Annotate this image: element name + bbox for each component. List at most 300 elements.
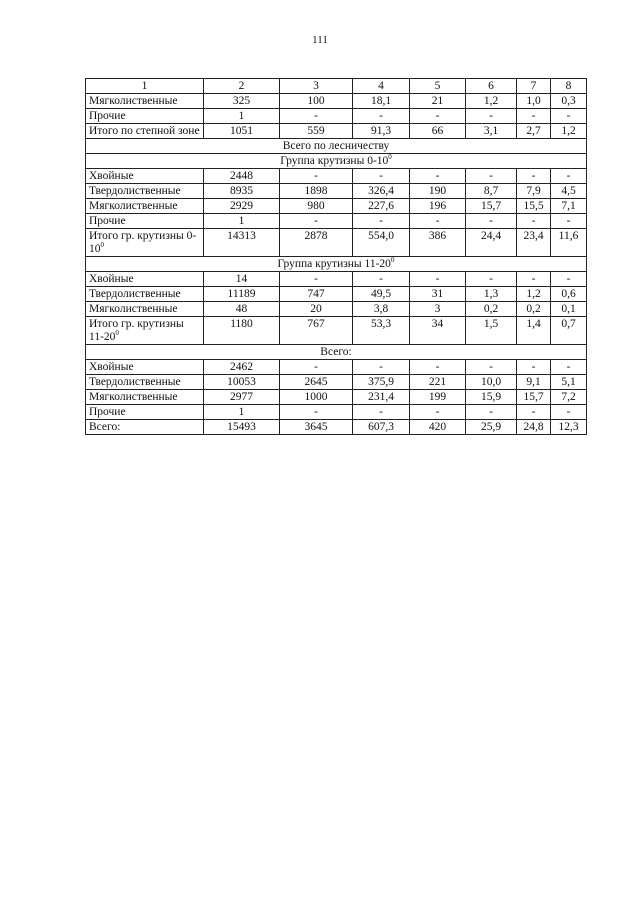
table-cell (517, 420, 551, 435)
degree-superscript: 0 (388, 153, 392, 161)
cell-value: 10,0 (480, 376, 502, 388)
row-label (86, 229, 204, 257)
table-row (86, 317, 587, 345)
section-title (86, 139, 587, 154)
table-cell (280, 94, 353, 109)
cell-value: 66 (431, 125, 444, 137)
row-label-text: Мягколиственные (89, 95, 178, 107)
column-number: 7 (517, 79, 551, 94)
table-cell (551, 390, 587, 405)
table-cell (204, 405, 280, 420)
cell-value: 4,5 (561, 185, 576, 197)
cell-value: 8,7 (483, 185, 499, 197)
cell-value: 1 (238, 406, 245, 418)
cell-value: - (489, 273, 493, 285)
table-cell (466, 302, 517, 317)
table-cell (204, 184, 280, 199)
table-cell (517, 169, 551, 184)
cell-value: 2462 (230, 361, 253, 373)
table-cell (353, 169, 410, 184)
column-number: 4 (353, 79, 410, 94)
table-cell (517, 124, 551, 139)
degree-superscript: 0 (390, 256, 395, 264)
cell-value: 5,1 (561, 376, 576, 388)
row-label (86, 405, 204, 420)
row-label-text: Хвойные (89, 361, 134, 373)
cell-value: 1,2 (526, 288, 541, 300)
cell-value: - (379, 215, 383, 227)
table-cell (517, 184, 551, 199)
table-cell (551, 420, 587, 435)
table-row (86, 302, 587, 317)
row-label-text: Мягколиственные (89, 303, 178, 315)
cell-value: 100 (307, 95, 325, 107)
cell-value: 1898 (304, 185, 328, 197)
cell-value: - (379, 406, 383, 418)
table-cell (353, 229, 410, 257)
table-cell (466, 214, 517, 229)
row-label (86, 302, 204, 317)
table-cell (204, 287, 280, 302)
table-cell (280, 199, 353, 214)
row-label (86, 420, 204, 435)
cell-value: - (379, 361, 383, 373)
table-row (86, 405, 587, 420)
table-cell (204, 420, 280, 435)
cell-value: 23,4 (523, 230, 544, 242)
cell-value: - (489, 406, 493, 418)
cell-value: - (314, 110, 318, 122)
cell-value: 20 (310, 303, 322, 315)
cell-value: - (435, 273, 440, 285)
section-title-text: Всего: (320, 346, 352, 358)
row-label (86, 169, 204, 184)
table-cell (410, 109, 466, 124)
cell-value: 1,0 (526, 95, 541, 107)
cell-value: 11189 (227, 288, 256, 300)
table-cell (551, 124, 587, 139)
table-cell (551, 229, 587, 257)
row-label (86, 199, 204, 214)
cell-value: - (489, 170, 493, 182)
cell-value: 2878 (304, 230, 328, 242)
cell-value: 326,4 (368, 185, 394, 197)
cell-value: - (435, 361, 440, 373)
cell-value: 2977 (230, 391, 253, 403)
cell-value: 18,1 (370, 95, 392, 107)
cell-value: 1,3 (483, 288, 499, 300)
section-row (86, 154, 587, 169)
table-cell (353, 317, 410, 345)
row-label-text: Хвойные (89, 170, 134, 182)
cell-value: 0,6 (561, 288, 576, 300)
table-cell (280, 405, 353, 420)
cell-value: 1,2 (483, 95, 499, 107)
table-cell (551, 109, 587, 124)
cell-value: 15,7 (523, 391, 544, 403)
table-cell (410, 199, 466, 214)
cell-value: 3 (434, 303, 441, 315)
table-cell (466, 94, 517, 109)
table-cell (517, 272, 551, 287)
row-label-text: Прочие (89, 215, 126, 227)
table-cell (551, 302, 587, 317)
cell-value: 49,5 (370, 288, 392, 300)
cell-value: 34 (431, 318, 444, 330)
table-cell (204, 272, 280, 287)
table-cell (204, 302, 280, 317)
section-row (86, 139, 587, 154)
table-cell (353, 124, 410, 139)
table-cell (410, 229, 466, 257)
cell-value: 14313 (227, 230, 256, 242)
table-cell (410, 214, 466, 229)
cell-value: 0,7 (561, 318, 576, 330)
cell-value: 231,4 (368, 391, 394, 403)
row-label-text: Итого гр. крутизны 0-10 (89, 230, 197, 255)
cell-value: - (314, 170, 318, 182)
table-cell (204, 169, 280, 184)
cell-value: - (314, 273, 318, 285)
table-cell (551, 272, 587, 287)
table-cell (466, 199, 517, 214)
table-cell (551, 317, 587, 345)
cell-value: 1,2 (561, 125, 576, 137)
table-cell (410, 317, 466, 345)
row-label-text: Итого по степной зоне (89, 125, 200, 137)
table-cell (353, 94, 410, 109)
cell-value: - (566, 170, 571, 182)
degree-superscript: 0 (115, 329, 119, 337)
section-title (86, 154, 587, 169)
table-cell (517, 214, 551, 229)
table-cell (280, 169, 353, 184)
cell-value: 8935 (230, 185, 253, 197)
column-number: 8 (551, 79, 587, 94)
cell-value: 190 (428, 185, 447, 197)
table-cell (280, 390, 353, 405)
section-row (86, 257, 587, 272)
table-cell (410, 169, 466, 184)
cell-value: 1 (238, 110, 245, 122)
table-cell (280, 124, 353, 139)
cell-value: 91,3 (370, 125, 392, 137)
table-cell (517, 405, 551, 420)
table-cell (353, 390, 410, 405)
table-cell (280, 214, 353, 229)
table-cell (204, 124, 280, 139)
section-title-text: Группа крутизны 11-20 (277, 258, 391, 270)
table-cell (353, 184, 410, 199)
table-cell (551, 405, 587, 420)
row-label (86, 109, 204, 124)
row-label-text: Прочие (89, 110, 126, 122)
cell-value: - (379, 170, 383, 182)
cell-value: 0,3 (561, 95, 576, 107)
table-cell (410, 405, 466, 420)
cell-value: - (566, 273, 571, 285)
cell-value: - (435, 110, 440, 122)
cell-value: 3645 (304, 421, 328, 433)
cell-value: 3,8 (373, 303, 389, 315)
table-cell (204, 229, 280, 257)
table-cell (466, 109, 517, 124)
table-cell (353, 405, 410, 420)
row-label (86, 360, 204, 375)
cell-value: 1,4 (526, 318, 541, 330)
table-cell (551, 199, 587, 214)
cell-value: 199 (428, 391, 447, 403)
cell-value: 24,4 (480, 230, 502, 242)
table-row (86, 272, 587, 287)
table-row (86, 214, 587, 229)
table-cell (517, 302, 551, 317)
table-cell (466, 390, 517, 405)
table-cell (410, 184, 466, 199)
column-number: 6 (466, 79, 517, 94)
row-label-text: Мягколиственные (89, 200, 178, 212)
cell-value: 1000 (304, 391, 328, 403)
table-cell (466, 420, 517, 435)
cell-value: 2448 (230, 170, 253, 182)
table-cell (410, 272, 466, 287)
table-cell (410, 302, 466, 317)
table-row (86, 420, 587, 435)
cell-value: 9,1 (526, 376, 541, 388)
table-cell (410, 94, 466, 109)
cell-value: 559 (307, 125, 325, 137)
cell-value: - (531, 406, 536, 418)
table-cell (517, 390, 551, 405)
table-body (86, 94, 587, 435)
cell-value: 196 (428, 200, 447, 212)
cell-value: 767 (307, 318, 325, 330)
cell-value: 2929 (230, 200, 253, 212)
row-label (86, 390, 204, 405)
row-label-text: Твердолиственные (89, 185, 181, 197)
cell-value: 221 (428, 376, 447, 388)
table-cell (353, 287, 410, 302)
section-title (86, 257, 587, 272)
table-cell (551, 287, 587, 302)
table-cell (466, 405, 517, 420)
cell-value: 15,9 (480, 391, 502, 403)
table-cell (551, 94, 587, 109)
table-cell (353, 302, 410, 317)
table-cell (280, 375, 353, 390)
table-cell (551, 169, 587, 184)
column-number: 3 (280, 79, 353, 94)
table-cell (280, 229, 353, 257)
row-label (86, 287, 204, 302)
table-row (86, 199, 587, 214)
table-cell (517, 109, 551, 124)
table-row (86, 94, 587, 109)
table-cell (466, 287, 517, 302)
degree-superscript: 0 (100, 241, 104, 249)
table-cell (353, 214, 410, 229)
table-cell (517, 229, 551, 257)
table-row (86, 229, 587, 257)
cell-value: 554,0 (368, 230, 394, 242)
table-row (86, 360, 587, 375)
table-cell (466, 169, 517, 184)
row-label (86, 94, 204, 109)
cell-value: 7,1 (561, 200, 576, 212)
cell-value: - (566, 110, 571, 122)
table-cell (280, 109, 353, 124)
cell-value: 375,9 (368, 376, 394, 388)
section-title-text: Всего по лесничеству (282, 140, 390, 152)
table-row (86, 287, 587, 302)
cell-value: 607,3 (368, 421, 394, 433)
table-cell (466, 360, 517, 375)
cell-value: 0,1 (561, 303, 576, 315)
row-label (86, 317, 204, 345)
table-cell (280, 302, 353, 317)
cell-value: - (379, 273, 383, 285)
row-label-text: Прочие (89, 406, 126, 418)
table-cell (551, 360, 587, 375)
cell-value: 325 (232, 95, 251, 107)
table-cell (353, 420, 410, 435)
cell-value: 2,7 (526, 125, 541, 137)
cell-value: 25,9 (480, 421, 502, 433)
column-number: 5 (410, 79, 466, 94)
cell-value: - (314, 406, 318, 418)
cell-value: 15,5 (523, 200, 544, 212)
section-title (86, 345, 587, 360)
cell-value: - (489, 215, 493, 227)
cell-value: 0,2 (483, 303, 499, 315)
cell-value: 14 (235, 273, 248, 285)
table-cell (204, 199, 280, 214)
section-row (86, 345, 587, 360)
table-cell (204, 390, 280, 405)
table-cell (280, 317, 353, 345)
table-cell (410, 420, 466, 435)
table-cell (280, 420, 353, 435)
forest-data-table (85, 78, 587, 435)
table-cell (204, 375, 280, 390)
row-label-text: Хвойные (89, 273, 134, 285)
column-number: 1 (86, 79, 204, 94)
cell-value: 24,8 (523, 421, 544, 433)
table-cell (204, 317, 280, 345)
cell-value: 11,6 (558, 230, 579, 242)
table-cell (280, 287, 353, 302)
table-header-row (86, 79, 587, 94)
table-cell (551, 214, 587, 229)
cell-value: 980 (307, 200, 325, 212)
table-cell (410, 375, 466, 390)
table-cell (353, 109, 410, 124)
row-label-text: Твердолиственные (89, 288, 181, 300)
cell-value: - (314, 361, 318, 373)
row-label-text: Твердолиственные (89, 376, 181, 388)
table-cell (280, 272, 353, 287)
cell-value: - (566, 215, 571, 227)
table-cell (517, 360, 551, 375)
cell-value: 1 (238, 215, 245, 227)
table-cell (466, 272, 517, 287)
cell-value: - (531, 215, 536, 227)
cell-value: 48 (235, 303, 248, 315)
row-label (86, 124, 204, 139)
cell-value: - (531, 170, 536, 182)
row-label (86, 184, 204, 199)
table-cell (280, 360, 353, 375)
table-row (86, 390, 587, 405)
cell-value: - (566, 406, 571, 418)
cell-value: 10053 (227, 376, 256, 388)
cell-value: 1,5 (483, 318, 499, 330)
cell-value: 15,7 (480, 200, 502, 212)
row-label (86, 214, 204, 229)
section-title-text: Группа крутизны 0-10 (280, 155, 389, 167)
cell-value: 21 (431, 95, 444, 107)
cell-value: - (435, 215, 440, 227)
cell-value: - (435, 406, 440, 418)
cell-value: 0,2 (526, 303, 541, 315)
cell-value: 7,9 (526, 185, 541, 197)
row-label-text: Мягколиственные (89, 391, 178, 403)
table-cell (517, 287, 551, 302)
table-cell (466, 375, 517, 390)
table-row (86, 109, 587, 124)
table-row (86, 124, 587, 139)
cell-value: 7,2 (561, 391, 576, 403)
row-label-text: Итого гр. крутизны 11-20 (89, 318, 184, 343)
cell-value: - (489, 110, 493, 122)
table-cell (551, 375, 587, 390)
table-cell (204, 94, 280, 109)
cell-value: 53,3 (370, 318, 392, 330)
cell-value: - (379, 110, 383, 122)
table-cell (466, 124, 517, 139)
cell-value: - (531, 273, 536, 285)
cell-value: 227,6 (368, 200, 394, 212)
table-cell (517, 375, 551, 390)
table-cell (204, 214, 280, 229)
cell-value: 386 (428, 230, 447, 242)
table-cell (204, 109, 280, 124)
cell-value: 15493 (227, 421, 256, 433)
cell-value: - (435, 170, 440, 182)
table-row (86, 169, 587, 184)
table-cell (410, 360, 466, 375)
table-cell (353, 272, 410, 287)
cell-value: 747 (307, 288, 325, 300)
cell-value: 2645 (304, 376, 328, 388)
page-number: 111 (312, 34, 328, 46)
row-label (86, 375, 204, 390)
table-cell (466, 317, 517, 345)
table-cell (517, 94, 551, 109)
table-row (86, 184, 587, 199)
column-number: 2 (204, 79, 280, 94)
table-cell (551, 184, 587, 199)
table-cell (204, 360, 280, 375)
table-cell (353, 375, 410, 390)
cell-value: 31 (431, 288, 444, 300)
row-label-text: Всего: (89, 421, 121, 433)
cell-value: - (489, 361, 493, 373)
cell-value: 1180 (230, 318, 253, 330)
table-cell (353, 360, 410, 375)
table-cell (517, 199, 551, 214)
cell-value: 12,3 (558, 421, 579, 433)
